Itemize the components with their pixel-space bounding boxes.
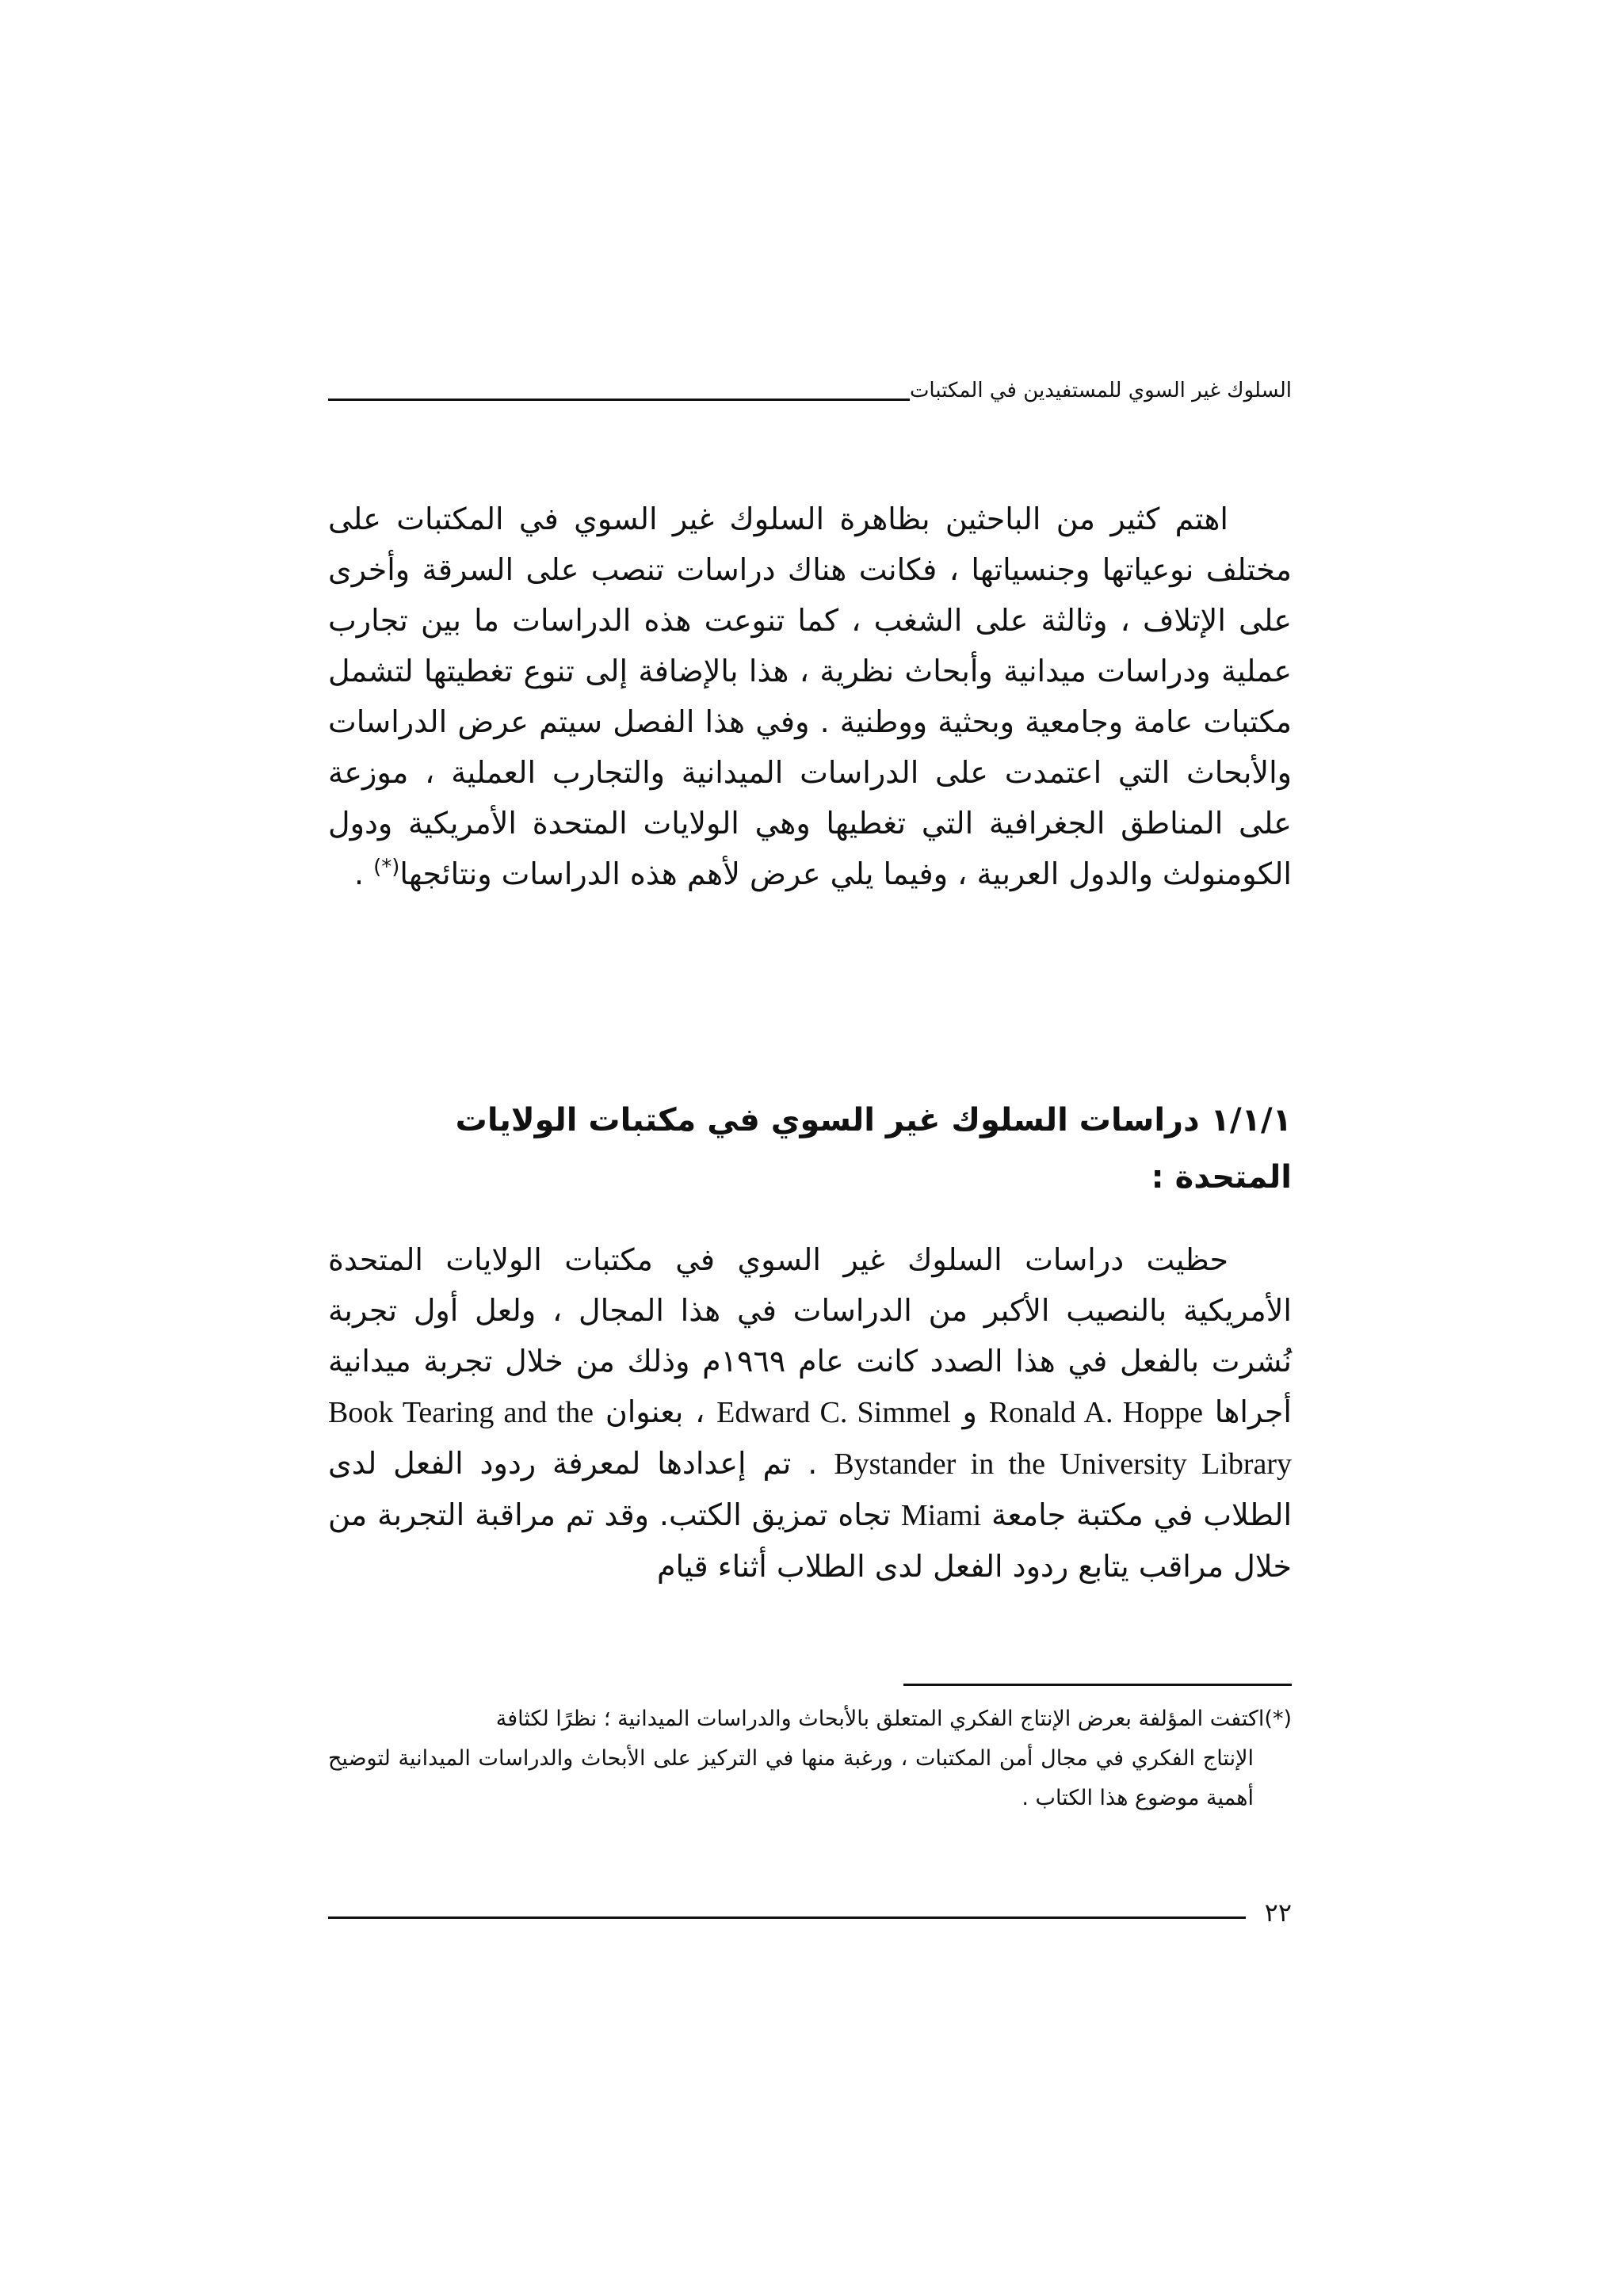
running-header-rule — [328, 399, 910, 401]
paragraph-us-conjunction: و — [950, 1394, 989, 1429]
paragraph-us-part-1: حظيت دراسات السلوك غير السوي في مكتبات الولايات المتحدة الأمريكية بالنصيب الأكبر من الدراسات في هذا المجال ، ولعل أول تجربة نُشرت بالفعل في هذا الصدد كانت عام ١٩٦٩م وذلك من خلال تجربة ميدانية أجراها — [328, 1242, 1292, 1429]
running-header-title: السلوك غير السوي للمستفيدين في المكتبات — [909, 379, 1292, 402]
author-ronald-hoppe: Ronald A. Hoppe — [988, 1396, 1204, 1429]
footnote-separator — [903, 1684, 1292, 1686]
section-number: ١/١/١ — [1210, 1102, 1292, 1139]
footnote-marker: (*) — [1264, 1707, 1292, 1731]
paragraph-us-part-4: تجاه تمزيق الكتب. وقد تم مراقبة التجربة من خلال مراقب يتابع ردود الفعل لدى الطلاب أثناء قيام — [328, 1497, 1292, 1584]
paragraph-us-studies — [328, 1234, 1292, 1592]
university-name: Miami — [900, 1499, 982, 1532]
section-heading — [328, 1092, 1292, 1206]
page-number: ٢٢ — [1264, 1897, 1292, 1928]
footnote-reference[interactable]: (*) — [373, 855, 400, 879]
study-title: Book Tearing and the Bystander in the University Library — [328, 1396, 1292, 1481]
footnote-line-1: اكتفت المؤلفة بعرض الإنتاج الفكري المتعلق بالأبحاث والدراسات الميدانية ؛ نظرًا لكثافة — [495, 1707, 1265, 1731]
paragraph-intro-end: . — [353, 856, 374, 891]
footnote — [328, 1699, 1292, 1818]
footnote-first-line — [328, 1699, 1292, 1739]
author-edward-simmel: Edward C. Simmel — [716, 1396, 951, 1429]
section-title: دراسات السلوك غير السوي في مكتبات الولايات المتحدة : — [455, 1102, 1292, 1196]
paragraph-intro — [328, 494, 1292, 899]
paragraph-us-part-3: . تم إعدادها لمعرفة ردود الفعل لدى الطلاب في مكتبة جامعة — [328, 1446, 1293, 1532]
page-footer — [328, 1895, 1292, 1927]
running-header — [328, 372, 1292, 404]
paragraph-us-part-2: ، بعنوان — [594, 1394, 717, 1429]
paragraph-intro-text: اهتم كثير من الباحثين بظاهرة السلوك غير السوي في المكتبات على مختلف نوعياتها وجنسياتها ، فكانت هناك دراسات تنصب على السرقة وأخرى على الإتلاف ، وثالثة على الشغب ، كما تنوعت هذه الدراسات ما بين تجارب عملية ودراسات ميدانية وأبحاث نظرية ، هذا بالإضافة إلى تنوع تغطيتها لتشمل مكتبات عامة وجامعية وبحثية ووطنية . وفي هذا الفصل سيتم عرض الدراسات والأبحاث التي اعتمدت على الدراسات الميدانية والتجارب العملية ، موزعة على المناطق الجغرافية التي تغطيها وهي الولايات المتحدة الأمريكية ودول الكومنولث والدول العربية ، وفيما يلي عرض لأهم هذه الدراسات ونتائجها — [328, 502, 1292, 891]
footnote-continuation: الإنتاج الفكري في مجال أمن المكتبات ، ورغبة منها في التركيز على الأبحاث والدراسات الميدانية لتوضيح أهمية موضوع هذا الكتاب . — [328, 1746, 1254, 1810]
page-footer-rule — [328, 1917, 1246, 1919]
